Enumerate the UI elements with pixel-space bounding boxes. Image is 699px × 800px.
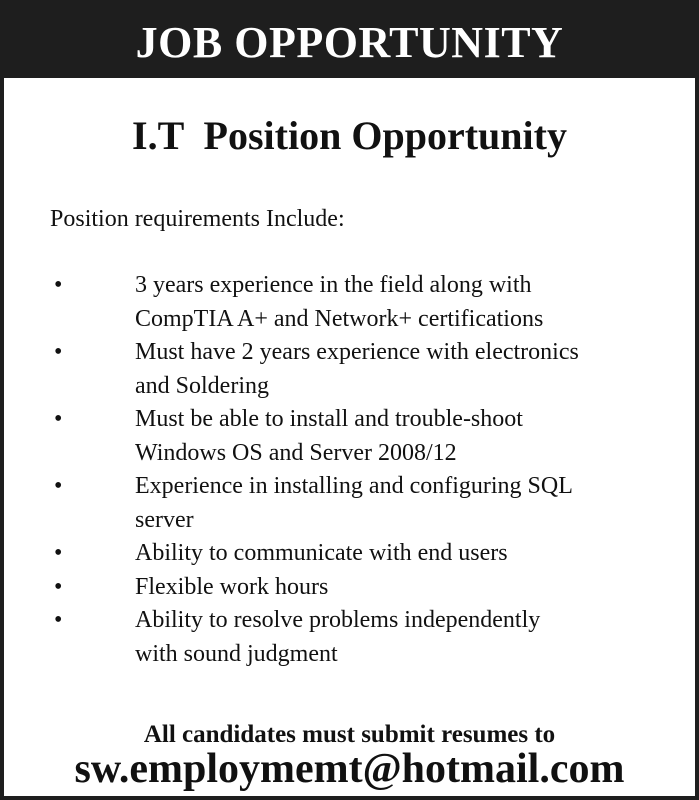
requirement-item: [50, 604, 690, 671]
requirement-line: 3 years experience in the field along with: [135, 272, 532, 298]
requirement-item: [50, 571, 690, 605]
requirement-line: Ability to resolve problems independently: [135, 607, 541, 633]
requirement-line: with sound judgment: [135, 640, 338, 667]
requirement-line: Ability to communicate with end users: [135, 540, 508, 566]
bullet-icon: •: [54, 607, 63, 633]
requirement-text: [135, 336, 690, 403]
requirements-intro: Position requirements Include:: [50, 206, 345, 232]
bullet-icon: •: [54, 473, 63, 499]
requirement-item: [50, 269, 690, 336]
requirement-line: Must be able to install and trouble-shoot: [135, 406, 523, 432]
header-banner: [4, 4, 695, 78]
requirements-list: [50, 269, 690, 671]
header-title: JOB OPPORTUNITY: [135, 18, 564, 67]
requirement-item: [50, 470, 690, 537]
bullet-icon: •: [54, 573, 63, 600]
requirement-text: [135, 537, 690, 571]
requirement-line: Flexible work hours: [135, 573, 329, 600]
requirement-text: [135, 269, 690, 336]
bullet-icon: •: [54, 406, 63, 432]
submission-note: All candidates must submit resumes to: [143, 721, 556, 748]
requirement-item: [50, 537, 690, 571]
requirement-line: server: [135, 506, 194, 533]
requirement-text: [135, 571, 690, 605]
bullet-icon: •: [54, 339, 63, 365]
requirement-line: Must have 2 years experience with electronics: [135, 339, 579, 365]
requirement-line: CompTIA A+ and Network+ certifications: [135, 305, 544, 332]
bullet-icon: •: [54, 272, 63, 298]
position-title: I.T Position Opportunity: [132, 113, 567, 158]
requirement-line: Experience in installing and configuring SQL: [135, 473, 573, 499]
requirement-line: and Soldering: [135, 372, 269, 399]
requirement-text: [135, 604, 690, 671]
bullet-icon: •: [54, 540, 63, 566]
requirement-item: [50, 403, 690, 470]
contact-email[interactable]: sw.employmemt@hotmail.com: [74, 746, 625, 792]
requirement-text: [135, 470, 690, 537]
requirement-line: Windows OS and Server 2008/12: [135, 439, 457, 466]
requirement-item: [50, 336, 690, 403]
requirement-text: [135, 403, 690, 470]
